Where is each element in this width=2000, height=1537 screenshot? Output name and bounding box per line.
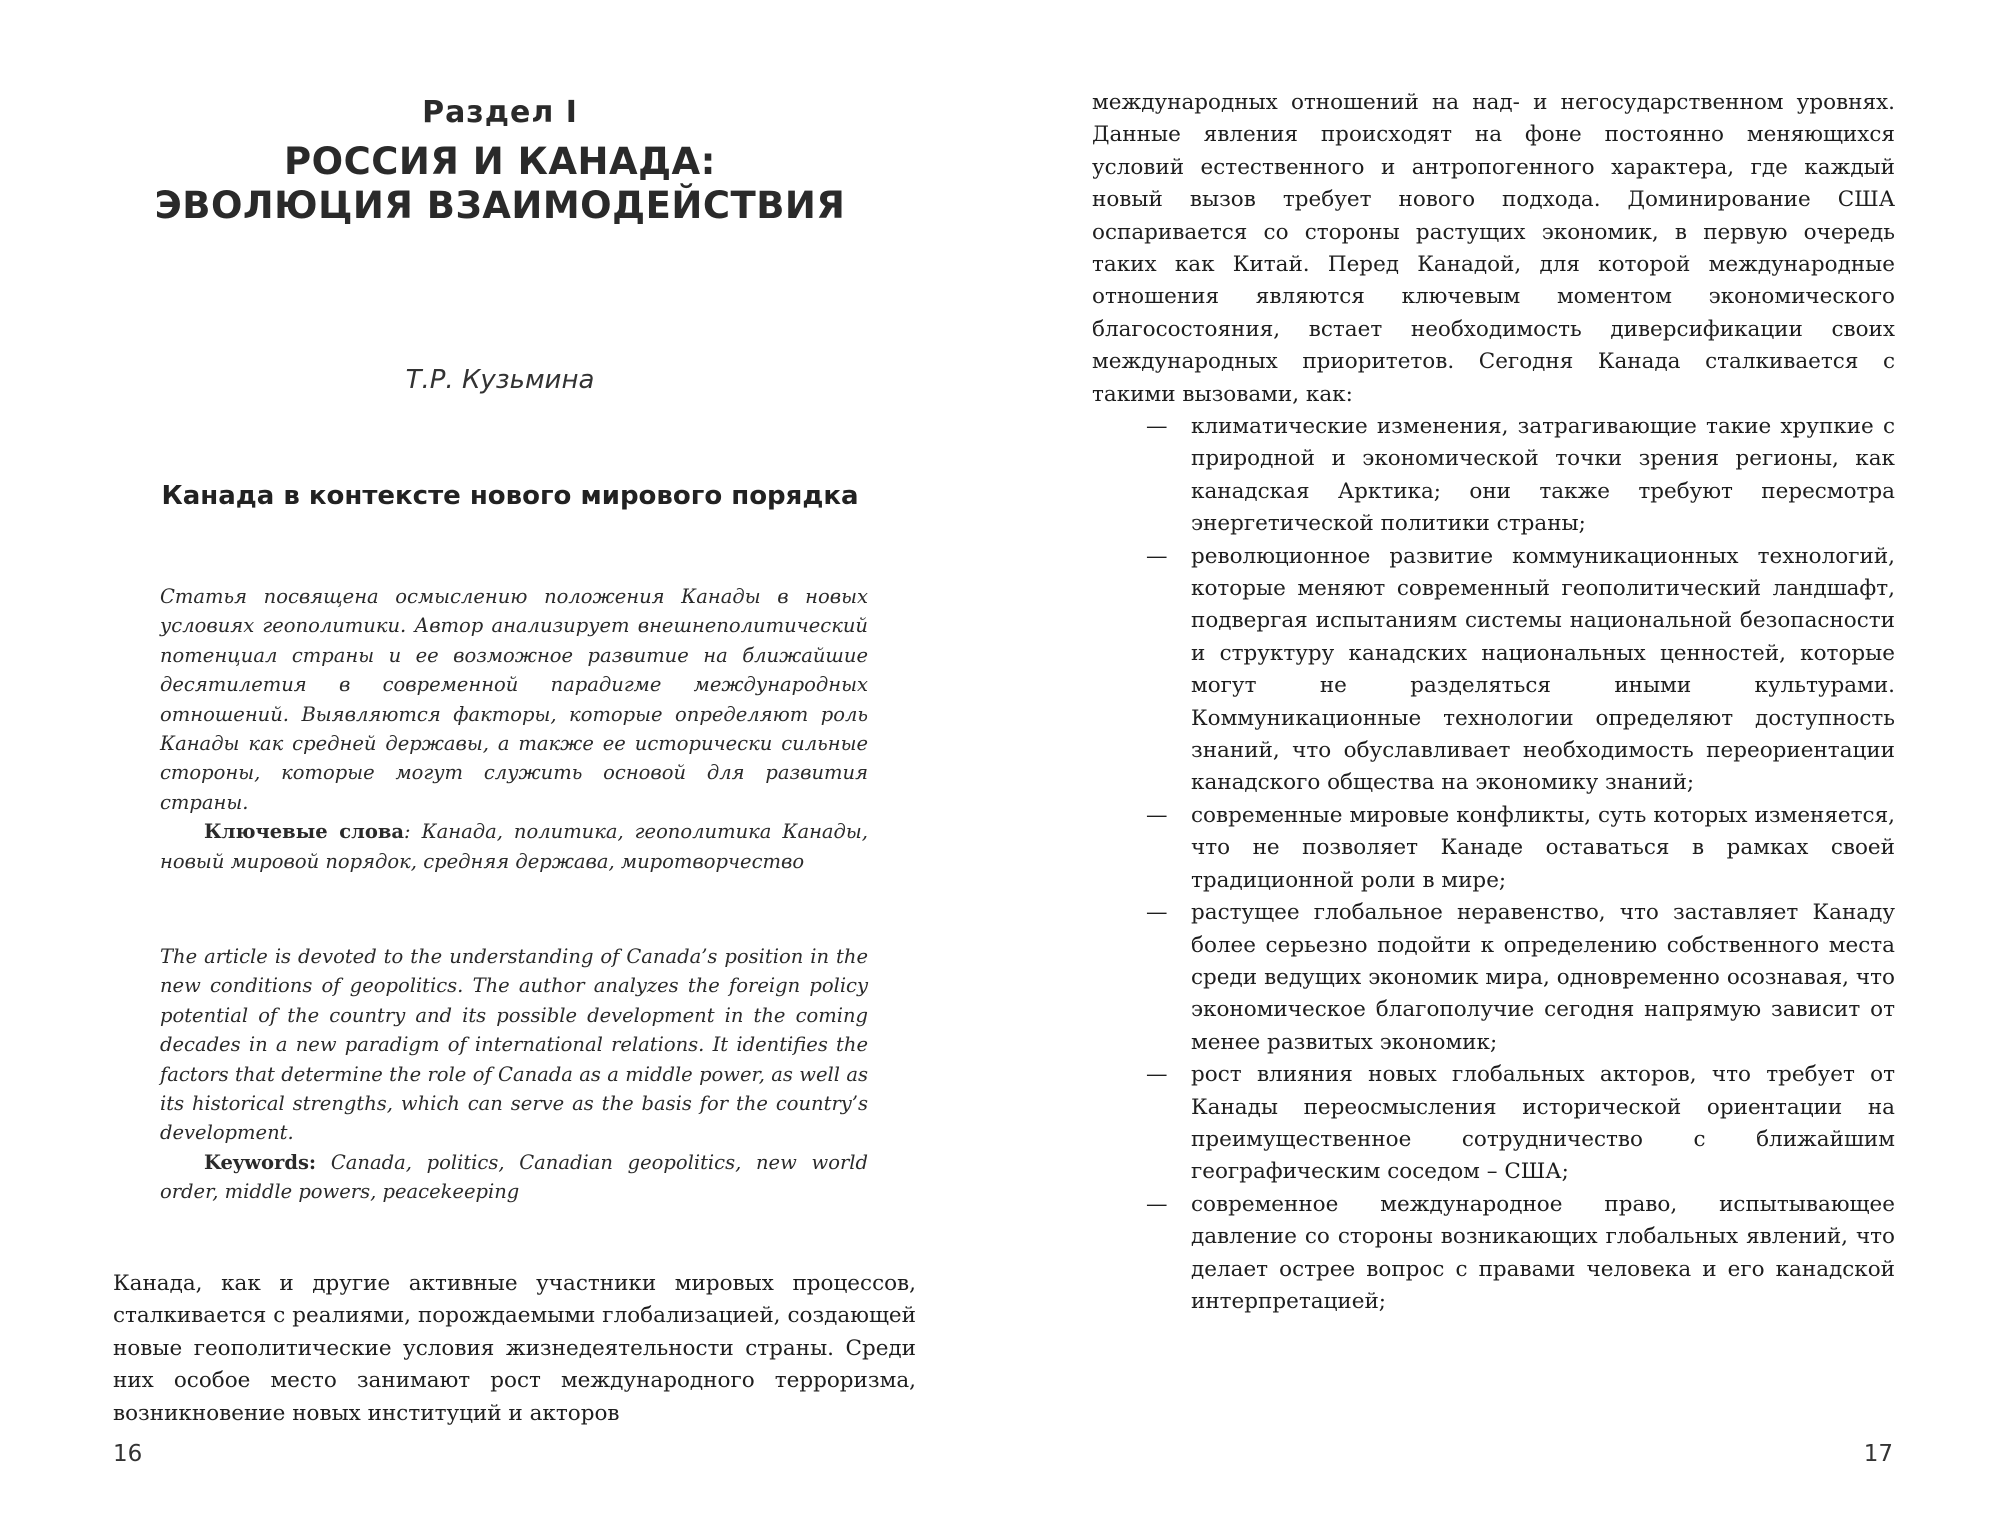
section-label: Раздел I [422,95,578,130]
abstract-en [160,942,868,1207]
keywords-en [160,1148,868,1207]
dash-marker: — [1146,1062,1168,1088]
dash-marker: — [1146,900,1168,926]
page-number-left: 16 [113,1441,143,1467]
list-item [1085,541,1895,800]
abstract-ru [160,582,868,876]
dash-marker: — [1146,1191,1168,1217]
abstract-ru-text: Статья посвящена осмыслению положения Канады в новых условиях геополитики. Автор анализирует внешнеполитический потенциал страны и ее возможное развитие на ближайшие десятилетия в современной парадигме международных отношений. Выявляются факторы, которые определяют роль Канады как средней державы, а также ее исторически сильные стороны, которые могут служить основой для развития страны. [160,585,868,814]
list-item [1085,897,1895,1059]
keywords-en-label: Keywords: [204,1150,317,1174]
keywords-ru-text: : Канада, политика, геополитика Канады, новый мировой порядок, средняя держава, миротворчество [160,820,868,873]
dash-marker: — [1146,802,1168,828]
list-item-text: революционное развитие коммуникационных технологий, которые меняют современный геополитический ландшафт, подвергая испытаниям системы национальной безопасности и структуру канадских национальных ценностей, которые могут не разделяться иными культурами. Коммуникационные технологии определяют доступность знаний, что обуславливает необходимость переориентации канадского общества на экономику знаний; [1191,543,1895,796]
right-page [1000,0,2000,1537]
right-body-text: международных отношений на над- и негосударственном уровнях. Данные явления происходят на фоне постоянно меняющихся условий естественного и антропогенного характера, где каждый новый вызов требует нового подхода. Доминирование США оспаривается со стороны растущих экономик, в первую очередь таких как Китай. Перед Канадой, для которой международные отношения являются ключевым моментом экономического благосостояния, встает необходимость диверсификации своих международных приоритетов. Сегодня Канада сталкивается с такими вызовами, как: [1092,90,1895,407]
dash-marker: — [1146,414,1168,439]
list-item-text: современные мировые конфликты, суть которых изменяется, что не позволяет Канаде оставаться в рамках своей традиционной роли в мире; [1191,802,1895,893]
section-title-line1: РОССИЯ И КАНАДА: [284,140,716,183]
dash-marker: — [1146,543,1168,569]
list-item [1085,411,1895,541]
list-item-text: современное международное право, испытывающее давление со стороны возникающих глобальных явлений, что делает острее вопрос с правами человека и его канадской интерпретацией; [1191,1191,1895,1314]
left-body-text: Канада, как и другие активные участники мировых процессов, сталкивается с реалиями, порождаемыми глобализацией, создающей новые геополитические условия жизнедеятельности страны. Среди них особое место занимают рост международного терроризма, возникновение новых институций и акторов [113,1271,916,1426]
list-item-text: рост влияния новых глобальных акторов, что требует от Канады переосмысления исторической ориентации на преимущественное сотрудничество с ближайшим географическим соседом – США; [1191,1062,1895,1185]
abstract-en-text: The article is devoted to the understanding of Canada’s position in the new conditions of geopolitics. The author analyzes the foreign policy potential of the country and its possible development in the coming decades in a new paradigm of international relations. It identifies the factors that determine the role of Canada as a middle power, as well as its historical strengths, which can serve as the basis for the country’s development. [160,945,868,1145]
keywords-ru [160,817,868,876]
list-item [1085,800,1895,897]
section-title-line2: ЭВОЛЮЦИЯ ВЗАИМОДЕЙСТВИЯ [154,184,846,227]
list-item-text: климатические изменения, затрагивающие такие хрупкие с природной и экономической точки зрения регионы, как канадская Арктика; они также требуют пересмотра энергетической политики страны; [1191,414,1895,537]
keywords-en-text: Canada, politics, Canadian geopolitics, new world order, middle powers, peacekeeping [160,1150,868,1204]
keywords-ru-label: Ключевые слова [204,820,405,844]
list-item [1085,1189,1895,1319]
list-item-text: растущее глобальное неравенство, что заставляет Канаду более серьезно подойти к определению собственного места среди ведущих экономик мира, одновременно осознавая, что экономическое благополучие сегодня напрямую зависит от менее развитых экономик; [1191,900,1895,1055]
challenges-list [1085,411,1895,1318]
article-title: Канада в контексте нового мирового порядка [161,481,859,511]
page-number-right: 17 [1863,1441,1893,1467]
author: Т.Р. Кузьмина [405,365,595,395]
list-item [1085,1059,1895,1189]
